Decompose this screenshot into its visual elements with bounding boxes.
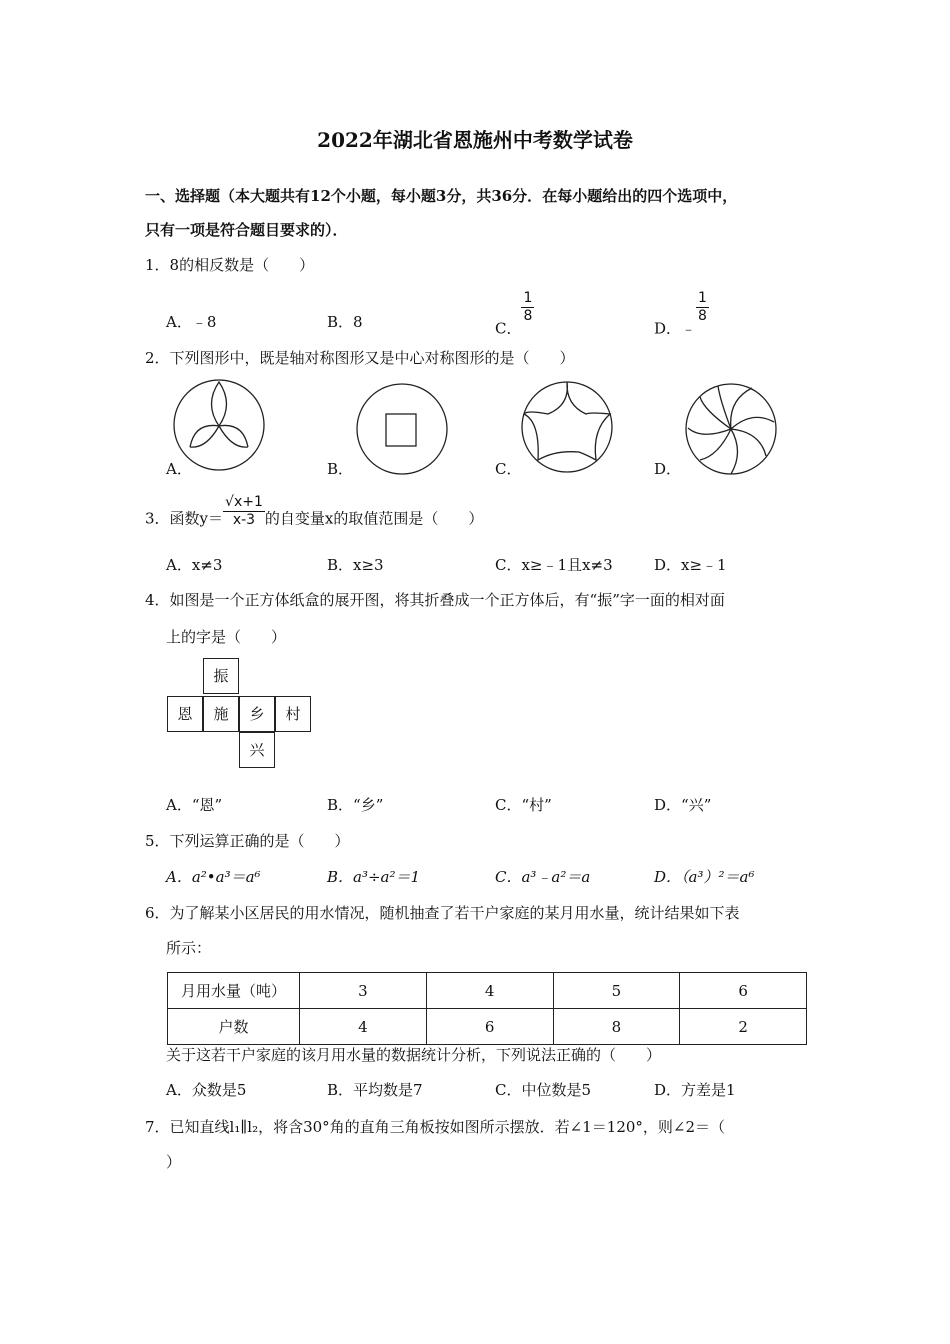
net-cell-zhen: 振 (203, 658, 239, 694)
q2-figures (0, 0, 950, 500)
q5-stem: 5．下列运算正确的是（ ） (145, 832, 350, 850)
q3-option-a: A．x≠3 (166, 556, 223, 574)
q3-fraction: $\frac{√x+1}{x-3}$ (225, 494, 263, 528)
q4-option-b: B．“乡” (327, 796, 384, 814)
q2-option-b: B． (327, 460, 354, 478)
q4-line1: 4．如图是一个正方体纸盒的展开图，将其折叠成一个正方体后，有“振”字一面的相对面 (145, 591, 725, 609)
q6-line2: 所示： (166, 939, 212, 957)
q6-after-table: 关于这若干户家庭的该月用水量的数据统计分析，下列说法正确的（ ） (166, 1046, 662, 1064)
q4-option-d: D．“兴” (654, 796, 712, 814)
q4-option-c: C．“村” (495, 796, 552, 814)
q4-option-a: A．“恩” (166, 796, 223, 814)
net-cell-shi: 施 (203, 696, 239, 732)
table-row: 月用水量（吨） 3 4 5 6 (168, 973, 807, 1009)
q2-option-c: C． (495, 460, 522, 478)
water-usage-table (167, 972, 807, 1045)
q6-option-a: A．众数是5 (166, 1081, 247, 1099)
q4-line2: 上的字是（ ） (166, 628, 287, 646)
net-cell-cun: 村 (275, 696, 311, 732)
q3-option-d: D．x≥﹣1 (654, 556, 727, 574)
figure-b-circle-square (357, 384, 447, 474)
q5-option-d: D．（a³）²＝a⁶ (654, 868, 755, 886)
net-cell-xing: 兴 (239, 732, 275, 768)
q7-line2: ） (166, 1153, 182, 1171)
figure-c-star-arcs (522, 382, 612, 472)
q1-option-a: A．﹣8 (166, 313, 217, 331)
q1-option-b: B．8 (327, 313, 363, 331)
fraction: $\frac{1}{8}$ (698, 290, 707, 324)
table-row: 户数 4 6 8 2 (168, 1009, 807, 1045)
q6-line1: 6．为了解某小区居民的用水情况，随机抽查了若干户家庭的某月用水量，统计结果如下表 (145, 904, 740, 922)
figure-a-trefoil (174, 380, 264, 470)
q6-option-c: C．中位数是5 (495, 1081, 592, 1099)
q3-option-b: B．x≥3 (327, 556, 384, 574)
section-header-line2: 只有一项是符合题目要求的）． (145, 221, 348, 239)
figure-d-swirl (686, 384, 776, 474)
net-cell-xiang: 乡 (239, 696, 275, 732)
q6-option-b: B．平均数是7 (327, 1081, 423, 1099)
q1-stem: 1．8的相反数是（ ） (145, 256, 315, 274)
q1-option-d: D．﹣ $\frac{1}{8}$ (654, 290, 707, 338)
fraction: $\frac{1}{8}$ (523, 290, 533, 324)
q5-option-b: B．a³÷a²＝1 (327, 868, 421, 886)
q2-stem: 2．下列图形中，既是轴对称图形又是中心对称图形的是（ ） (145, 349, 575, 367)
q5-option-a: A．a²•a³＝a⁶ (166, 868, 261, 886)
q5-option-c: C．a³﹣a²＝a (495, 868, 591, 886)
q7-line1: 7．已知直线l₁∥l₂，将含30°角的直角三角板按如图所示摆放．若∠1＝120°，则∠2＝（ (145, 1118, 726, 1136)
q1-option-c: C． $\frac{1}{8}$ (495, 290, 533, 338)
q3-stem: 3．函数y＝ $\frac{√x+1}{x-3}$ 的自变量x的取值范围是（ ） (145, 494, 484, 528)
q2-option-a: A． (166, 460, 192, 478)
net-cell-en: 恩 (167, 696, 203, 732)
q2-option-d: D． (654, 460, 682, 478)
q3-option-c: C．x≥﹣1且x≠3 (495, 556, 613, 574)
section-header-line1: 一、选择题（本大题共有12个小题，每小题3分，共36分．在每小题给出的四个选项中， (145, 187, 738, 205)
q6-option-d: D．方差是1 (654, 1081, 736, 1099)
page-title: 2022年湖北省恩施州中考数学试卷 (317, 128, 633, 152)
